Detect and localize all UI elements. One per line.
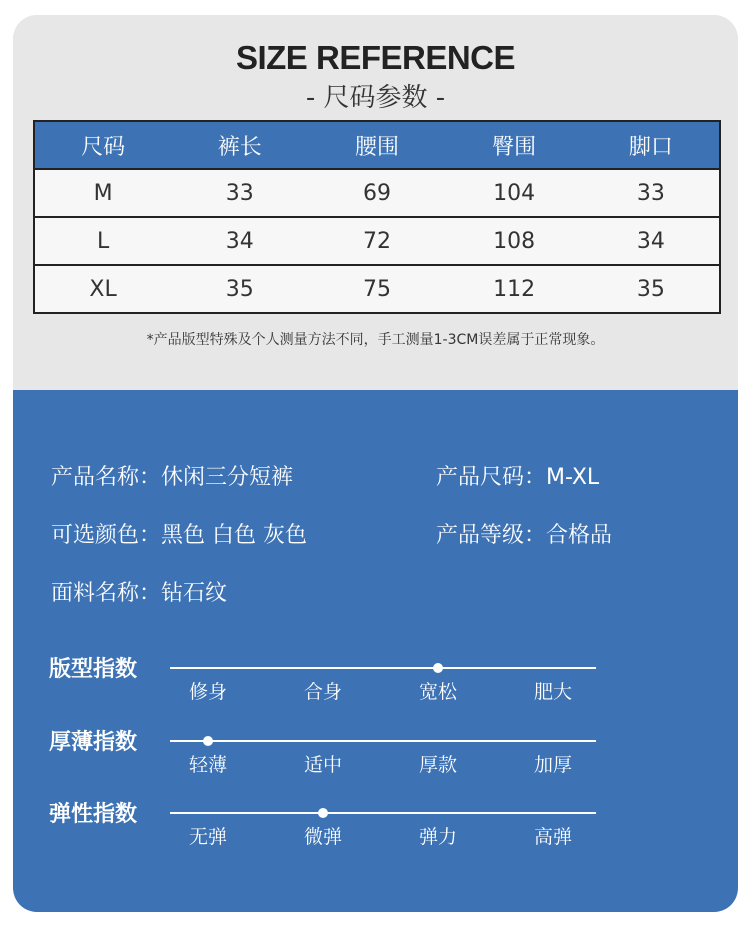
size-reference-section: [13, 15, 738, 390]
scale-option: 适中: [303, 754, 342, 776]
table-cell: 33: [171, 169, 308, 217]
title-chinese: - 尺码参数 -: [305, 83, 446, 113]
scale-track: [170, 812, 596, 814]
scale-option: 弹力: [418, 826, 457, 848]
scale-option: 无弹: [188, 826, 227, 848]
fabric-name: 面料名称：钻石纹: [51, 581, 228, 606]
title-english: SIZE REFERENCE: [235, 39, 516, 76]
column-header: 尺码: [34, 121, 171, 169]
table-cell: L: [34, 217, 171, 265]
column-header: 脚口: [583, 121, 720, 169]
column-header: 腰围: [308, 121, 445, 169]
scale-label: 版型指数: [49, 657, 138, 682]
scale-track: [170, 740, 596, 742]
table-row: [34, 217, 720, 265]
scale-option: 轻薄: [188, 754, 227, 776]
scale-label: 弹性指数: [49, 802, 138, 827]
scale-marker: [318, 808, 328, 818]
table-row: [34, 169, 720, 217]
product-name: 产品名称：休闲三分短裤: [51, 465, 294, 490]
table-cell: 112: [446, 265, 583, 313]
product-sizes: 产品尺码：M-XL: [436, 465, 600, 490]
table-cell: XL: [34, 265, 171, 313]
scale-option: 高弹: [533, 826, 572, 848]
table-cell: 75: [308, 265, 445, 313]
table-cell: 33: [583, 169, 720, 217]
scale-label: 厚薄指数: [49, 730, 138, 755]
table-cell: 34: [171, 217, 308, 265]
scale-option: 肥大: [533, 681, 572, 703]
scale-option: 宽松: [418, 681, 457, 703]
scale-option: 厚款: [418, 754, 457, 776]
table-cell: 69: [308, 169, 445, 217]
scale-option: 加厚: [533, 754, 572, 776]
measurement-note: *产品版型特殊及个人测量方法不同，手工测量1-3CM误差属于正常现象。: [146, 332, 605, 348]
table-cell: 104: [446, 169, 583, 217]
scale-option: 修身: [188, 681, 227, 703]
table-cell: 35: [583, 265, 720, 313]
size-table: [33, 120, 721, 314]
scale-marker: [433, 663, 443, 673]
size-table-header: [34, 121, 720, 169]
size-reference-card: [13, 15, 738, 912]
table-cell: 72: [308, 217, 445, 265]
table-cell: M: [34, 169, 171, 217]
product-info-section: [13, 390, 738, 912]
table-cell: 108: [446, 217, 583, 265]
scale-track: [170, 667, 596, 669]
scale-option: 合身: [303, 681, 342, 703]
product-colors: 可选颜色：黑色 白色 灰色: [51, 523, 307, 548]
table-row: [34, 265, 720, 313]
scale-option: 微弹: [303, 826, 342, 848]
table-cell: 35: [171, 265, 308, 313]
column-header: 臀围: [446, 121, 583, 169]
column-header: 裤长: [171, 121, 308, 169]
table-cell: 34: [583, 217, 720, 265]
scale-marker: [203, 736, 213, 746]
product-grade: 产品等级：合格品: [436, 523, 613, 548]
